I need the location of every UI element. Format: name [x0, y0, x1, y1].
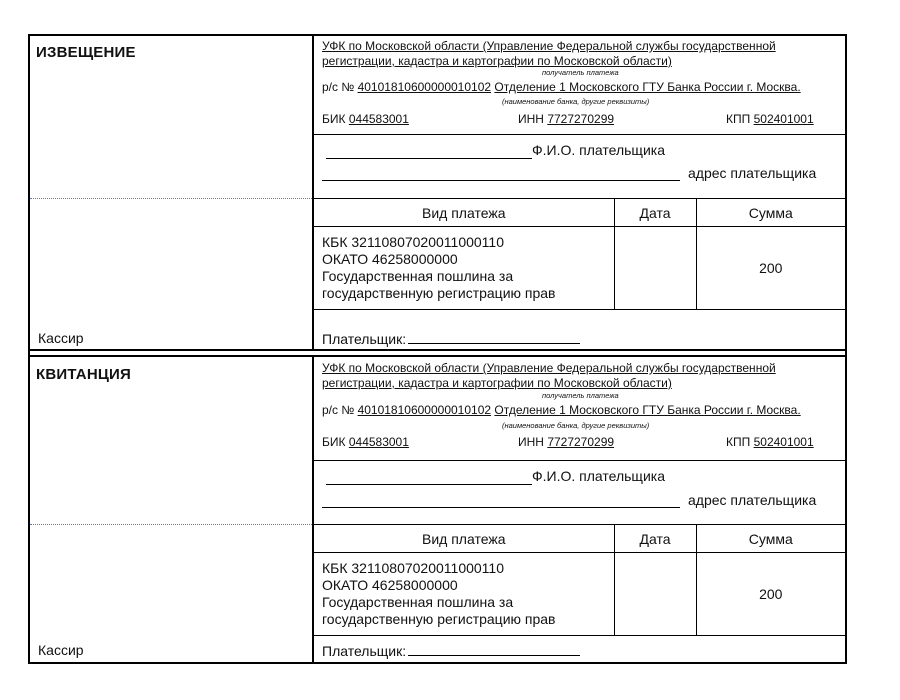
inn-value: 7727270299: [547, 112, 615, 126]
kpp-label: КПП: [726, 435, 751, 449]
kpp-field: [726, 112, 814, 126]
table-row: [314, 553, 845, 636]
divider: [30, 198, 312, 199]
address-input-line[interactable]: [322, 507, 680, 508]
header-amount: Сумма: [696, 199, 845, 227]
header-payment-type: Вид платежа: [314, 199, 614, 227]
inn-value: 7727270299: [547, 435, 615, 449]
date-cell[interactable]: [614, 227, 696, 310]
recipient-name-line2: регистрации, кадастра и картографии по Московской области): [322, 376, 672, 390]
cashier-label: Кассир: [38, 330, 84, 346]
fio-label: Ф.И.О. плательщика: [532, 142, 665, 158]
notice-section: [30, 36, 845, 350]
bik-label: БИК: [322, 112, 346, 126]
date-cell[interactable]: [614, 553, 696, 636]
address-label: адрес плательщика: [688, 165, 817, 181]
account-line: [322, 403, 801, 417]
purpose-line2: государственную регистрацию прав: [322, 285, 556, 301]
kpp-field: [726, 435, 814, 449]
header-amount: Сумма: [696, 525, 845, 553]
bik-label: БИК: [322, 435, 346, 449]
account-number: 40101810600000010102: [357, 403, 492, 417]
payment-form: [28, 34, 847, 664]
bank-name: Отделение 1 Московского ГТУ Банка России г. Москва.: [494, 403, 801, 417]
bank-caption: (наименование банка, другие реквизиты): [502, 97, 650, 106]
header-date: Дата: [614, 525, 696, 553]
notice-title: ИЗВЕЩЕНИЕ: [36, 44, 136, 61]
header-payment-type: Вид платежа: [314, 525, 614, 553]
signature-line[interactable]: [408, 331, 580, 344]
receipt-section: [30, 356, 845, 662]
table-header-row: [314, 525, 845, 553]
payer-block: [314, 134, 845, 199]
okato-code: ОКАТО 46258000000: [322, 577, 458, 593]
kbk-code: КБК 32110807020011000110: [322, 234, 504, 250]
purpose-line2: государственную регистрацию прав: [322, 611, 556, 627]
payer-block: [314, 460, 845, 525]
payer-signature: [322, 643, 580, 659]
account-line: [322, 80, 801, 94]
payment-description: [314, 227, 614, 310]
okato-code: ОКАТО 46258000000: [322, 251, 458, 267]
payer-signature: [322, 331, 580, 347]
fio-label: Ф.И.О. плательщика: [532, 468, 665, 484]
recipient-block: [314, 36, 845, 135]
section-separator: [30, 349, 845, 351]
address-label: адрес плательщика: [688, 492, 817, 508]
bik-field: [322, 435, 409, 449]
inn-label: ИНН: [518, 435, 544, 449]
table-row: [314, 227, 845, 310]
cashier-label: Кассир: [38, 642, 84, 658]
signature-line[interactable]: [408, 643, 580, 656]
kpp-value: 502401001: [753, 435, 814, 449]
recipient-name-line2: регистрации, кадастра и картографии по Московской области): [322, 54, 672, 68]
account-prefix: р/с №: [322, 80, 355, 94]
payment-table: [314, 198, 845, 310]
payment-description: [314, 553, 614, 636]
receipt-details: [314, 356, 845, 662]
bik-value: 044583001: [348, 435, 409, 449]
inn-label: ИНН: [518, 112, 544, 126]
notice-left-column: [30, 36, 314, 350]
bik-value: 044583001: [348, 112, 409, 126]
address-input-line[interactable]: [322, 180, 680, 181]
inn-field: [518, 435, 614, 449]
receipt-title: КВИТАНЦИЯ: [36, 366, 131, 383]
bank-caption: (наименование банка, другие реквизиты): [502, 421, 650, 430]
recipient-block: [314, 356, 845, 461]
amount-cell: 200: [696, 553, 845, 636]
kbk-code: КБК 32110807020011000110: [322, 560, 504, 576]
table-header-row: [314, 199, 845, 227]
kpp-value: 502401001: [753, 112, 814, 126]
notice-details: [314, 36, 845, 350]
amount-cell: 200: [696, 227, 845, 310]
receipt-left-column: [30, 356, 314, 662]
purpose-line1: Государственная пошлина за: [322, 268, 514, 284]
fio-input-line[interactable]: [326, 484, 532, 485]
purpose-line1: Государственная пошлина за: [322, 594, 514, 610]
kpp-label: КПП: [726, 112, 751, 126]
recipient-caption: получатель платежа: [542, 391, 619, 400]
recipient-name-line1: УФК по Московской области (Управление Федеральной службы государственной: [322, 361, 776, 375]
payer-signature-label: Плательщик:: [322, 331, 407, 347]
payer-signature-label: Плательщик:: [322, 643, 407, 659]
bik-field: [322, 112, 409, 126]
bank-name: Отделение 1 Московского ГТУ Банка России г. Москва.: [494, 80, 801, 94]
account-prefix: р/с №: [322, 403, 355, 417]
header-date: Дата: [614, 199, 696, 227]
recipient-caption: получатель платежа: [542, 68, 619, 77]
inn-field: [518, 112, 614, 126]
recipient-name-line1: УФК по Московской области (Управление Федеральной службы государственной: [322, 39, 776, 53]
payment-table: [314, 524, 845, 636]
account-number: 40101810600000010102: [357, 80, 492, 94]
fio-input-line[interactable]: [326, 158, 532, 159]
divider: [30, 524, 312, 525]
